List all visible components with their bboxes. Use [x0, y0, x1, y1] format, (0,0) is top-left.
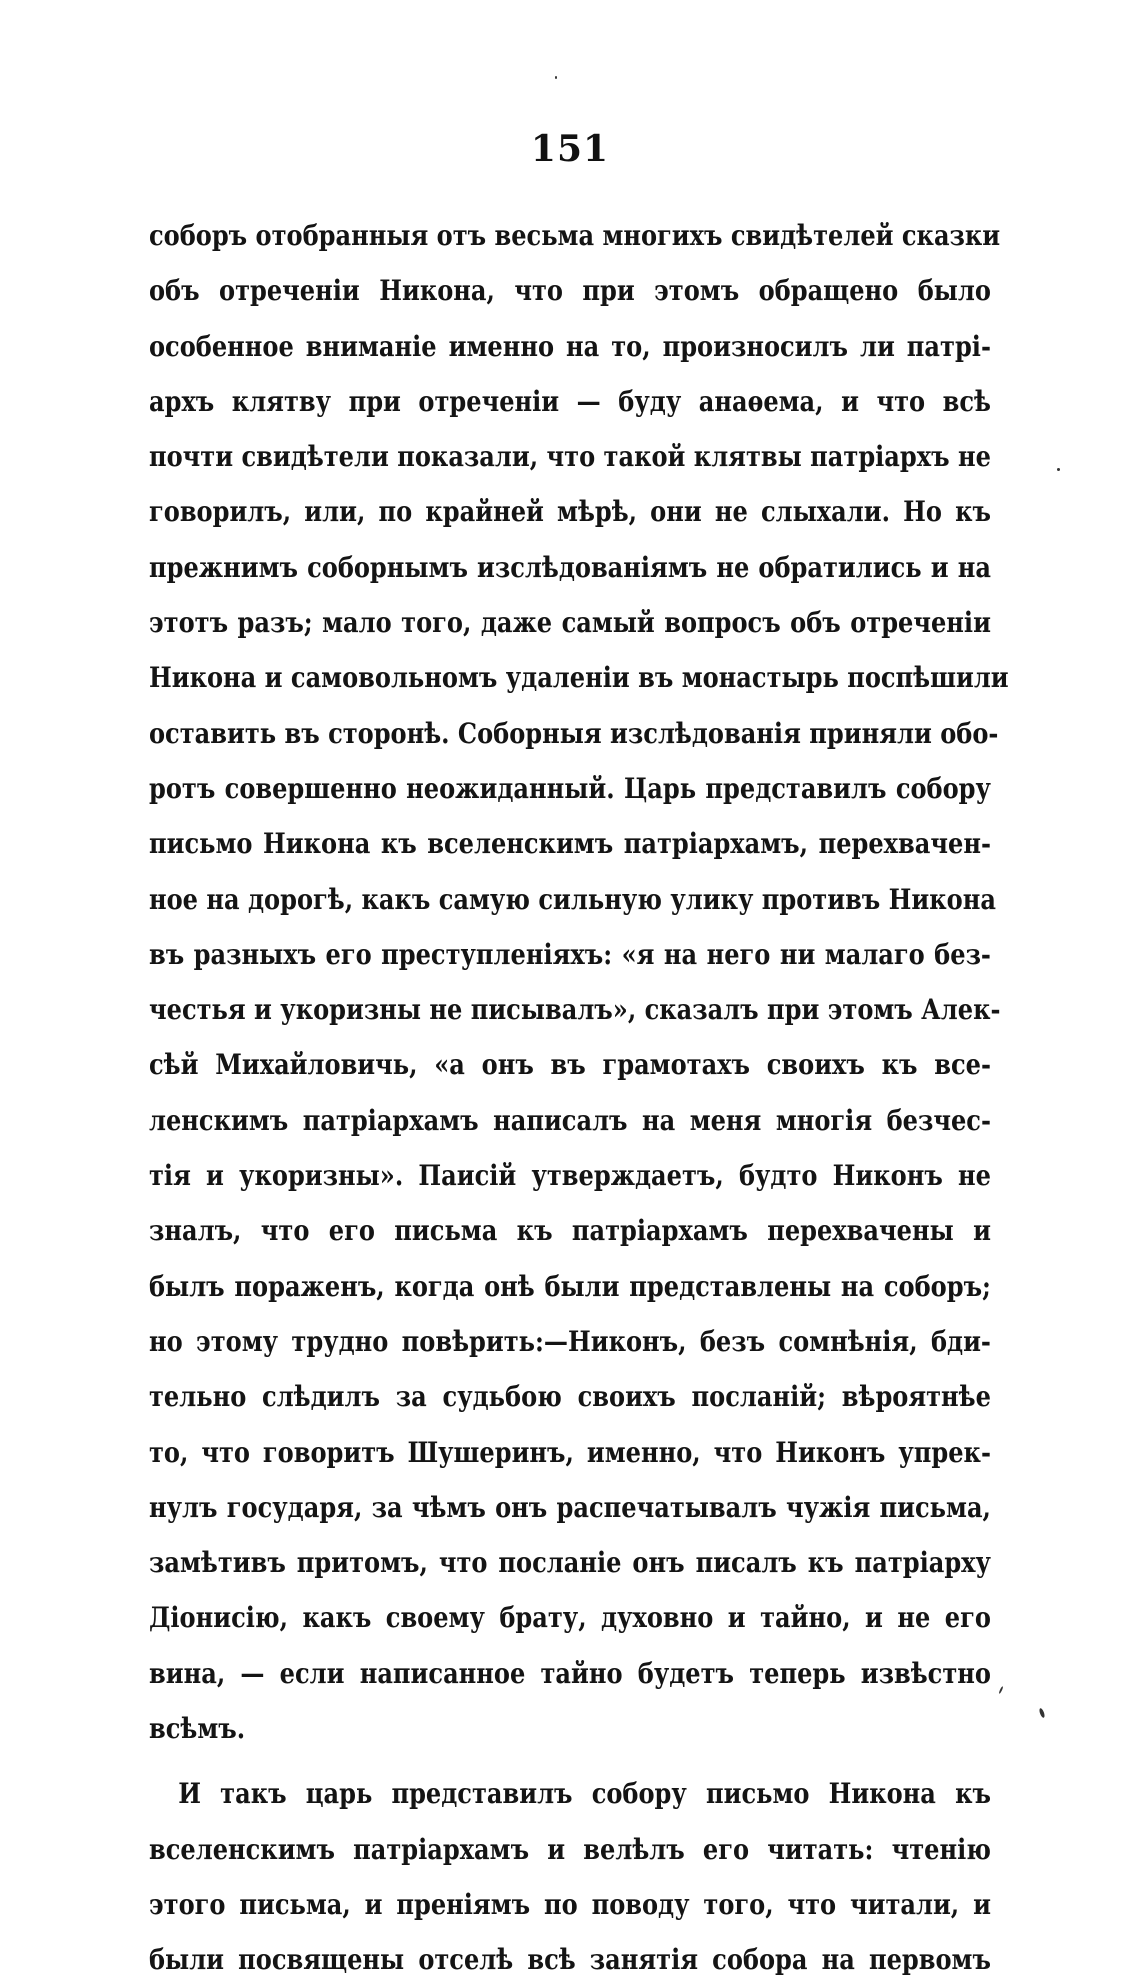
text-line: архъ клятву при отреченіи — буду анаѳема, и что всѣ	[149, 384, 991, 418]
text-line: этотъ разъ; мало того, даже самый вопросъ объ отреченіи	[149, 606, 991, 640]
text-line: но этому трудно повѣрить:—Никонъ, безъ сомнѣнія, бди-	[149, 1324, 991, 1358]
print-speck	[998, 1686, 1003, 1694]
text-line: объ отреченіи Никона, что при этомъ обращено было	[149, 274, 991, 308]
text-line: письмо Никона къ вселенскимъ патріархамъ, перехвачен-	[149, 827, 991, 861]
paragraph-1	[149, 208, 1009, 1756]
text-line: вина, — если написанное тайно будетъ теперь извѣстно	[149, 1656, 991, 1690]
text-line: былъ пораженъ, когда онѣ были представлены на соборъ;	[149, 1269, 991, 1303]
text-line: почти свидѣтели показали, что такой клятвы патріархъ не	[149, 440, 991, 474]
text-line: И такъ царь представилъ собору письмо Никона къ	[178, 1777, 991, 1811]
text-line: ротъ совершенно неожиданный. Царь представилъ собору	[149, 771, 991, 805]
text-line: прежнимъ соборнымъ изслѣдованіямъ не обратились и на	[149, 550, 991, 584]
text-line: Никона и самовольномъ удаленіи въ монастырь поспѣшили	[149, 661, 1009, 695]
paragraph-gap	[149, 1756, 991, 1766]
text-line: тельно слѣдилъ за судьбою своихъ посланій; вѣроятнѣе	[149, 1380, 991, 1414]
text-line: сѣй Михайловичь, «а онъ въ грамотахъ своихъ къ все-	[149, 1048, 991, 1082]
text-line: зналъ, что его письма къ патріархамъ перехвачены и	[149, 1214, 991, 1248]
print-speck	[555, 76, 557, 79]
body-text	[149, 208, 1009, 1988]
text-line: нулъ государя, за чѣмъ онъ распечатывалъ чужія письма,	[149, 1490, 991, 1524]
text-line: всѣмъ.	[149, 1712, 246, 1746]
text-line: особенное вниманіе именно на то, произносилъ ли патрі-	[149, 329, 991, 363]
text-line: честья и укоризны не писывалъ», сказалъ при этомъ Алек-	[149, 993, 1001, 1027]
text-line: вселенскимъ патріархамъ и велѣлъ его читать: чтенію	[149, 1832, 991, 1866]
paragraph-2	[149, 1766, 991, 1987]
text-line: были посвящены отселѣ всѣ занятія собора на первомъ	[149, 1943, 991, 1977]
text-line: замѣтивъ притомъ, что посланіе онъ писалъ къ патріарху	[149, 1546, 991, 1580]
text-line: ленскимъ патріархамъ написалъ на меня многія безчес-	[149, 1103, 991, 1137]
text-line: говорилъ, или, по крайней мѣрѣ, они не слыхали. Но къ	[149, 495, 991, 529]
page-number: 151	[530, 128, 610, 170]
print-speck	[1057, 468, 1060, 471]
text-line: ное на дорогѣ, какъ самую сильную улику противъ Никона	[149, 882, 996, 916]
text-line: Діонисію, какъ своему брату, духовно и тайно, и не его	[149, 1601, 991, 1635]
text-line: соборъ отобранныя отъ весьма многихъ свидѣтелей сказки	[149, 219, 1001, 252]
text-line: тія и укоризны». Паисій утверждаетъ, будто Никонъ не	[149, 1159, 991, 1193]
text-line: то, что говоритъ Шушеринъ, именно, что Никонъ упрек-	[149, 1435, 991, 1469]
text-line: этого письма, и преніямъ по поводу того, что читали, и	[149, 1887, 991, 1921]
text-line: оставить въ сторонѣ. Соборныя изслѣдованія приняли обо-	[149, 716, 999, 750]
text-line: въ разныхъ его преступленіяхъ: «я на него ни малаго без-	[149, 937, 991, 971]
print-speck	[1038, 1708, 1045, 1719]
